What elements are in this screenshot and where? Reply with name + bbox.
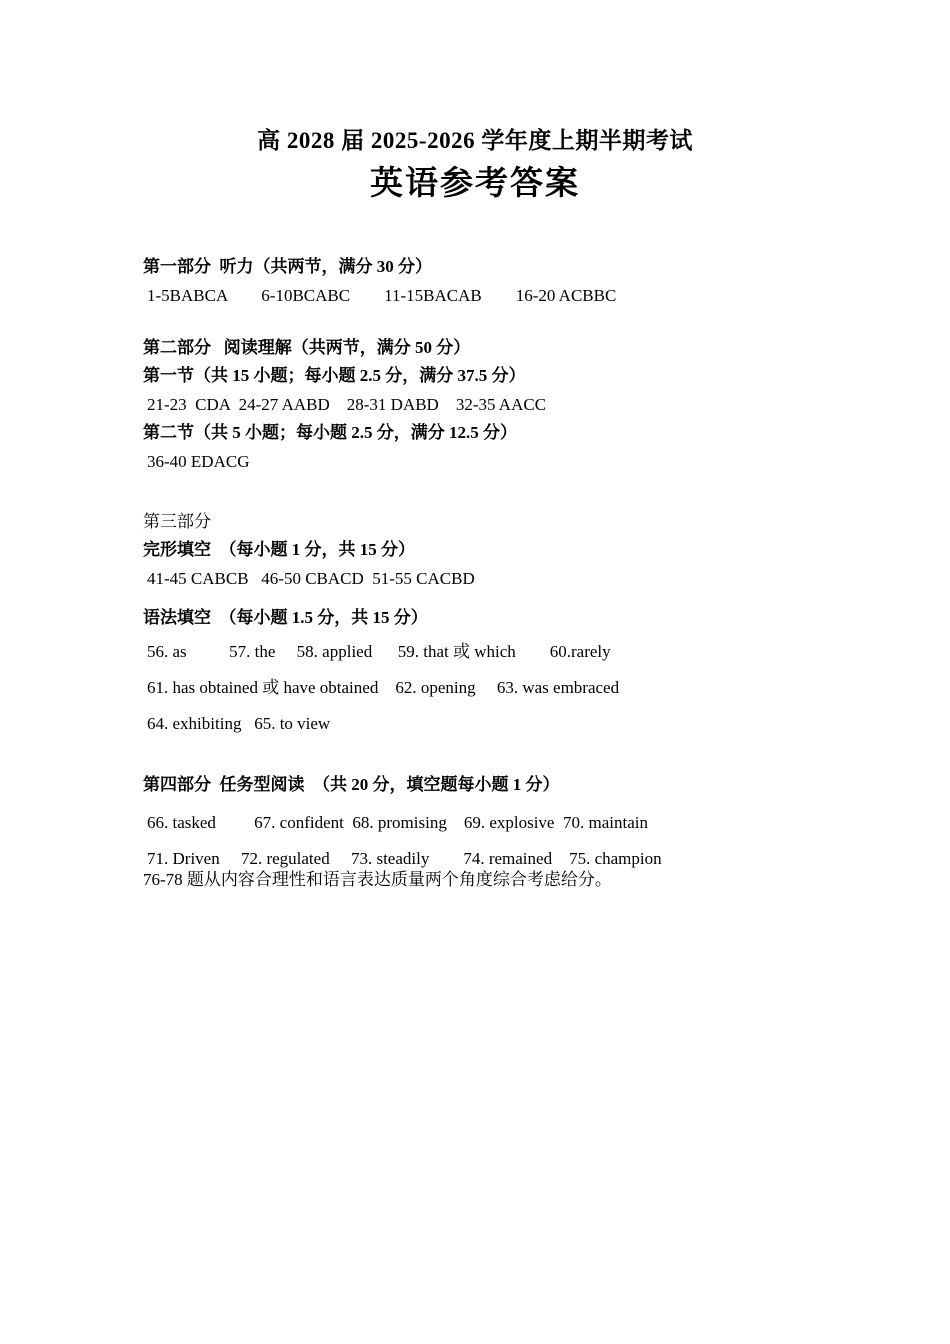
answer-key-title: 英语参考答案 xyxy=(370,166,580,202)
answer-key-title-container xyxy=(0,163,950,205)
part4-scoring-note xyxy=(143,866,843,894)
exam-title-container xyxy=(0,126,950,156)
part2-section xyxy=(143,334,843,476)
part2-subsection1-heading: 第一节（共 15 小题；每小题 2.5 分，满分 37.5 分） xyxy=(143,366,526,385)
part3-grammar-answers-line2: 61. has obtained 或 have obtained 62. opening 63. was embraced xyxy=(147,678,620,697)
part1-heading: 第一部分 听力（共两节，满分 30 分） xyxy=(143,257,432,276)
part3-heading: 第三部分 xyxy=(143,512,211,531)
part1-answers: 1-5BABCA 6-10BCABC 11-15BACAB 16-20 ACBBC xyxy=(147,286,617,305)
part4-section xyxy=(143,771,843,799)
part2-subsection2-answers: 36-40 EDACG xyxy=(147,452,250,471)
part3-cloze-answers: 41-45 CABCB 46-50 CBACD 51-55 CACBD xyxy=(147,569,475,588)
part3-grammar-answers-line3: 64. exhibiting 65. to view xyxy=(147,714,331,733)
question-77-answer xyxy=(144,1038,824,1074)
part1-section xyxy=(143,253,843,310)
exam-title: 高 2028 届 2025-2026 学年度上期半期考试 xyxy=(257,128,693,153)
part3-grammar-subsection xyxy=(143,604,843,632)
part4-answers-line2: 71. Driven 72. regulated 73. steadily 74. remained 75. champion xyxy=(147,849,662,868)
part3-grammar-answers-line1: 56. as 57. the 58. applied 59. that 或 which 60.rarely xyxy=(147,642,611,661)
part4-answers-line1: 66. tasked 67. confident 68. promising 69. explosive 70. maintain xyxy=(147,813,648,832)
part4-heading: 第四部分 任务型阅读 （共 20 分，填空题每小题 1 分） xyxy=(143,775,560,794)
scoring-note-text: 76-78 题从内容合理性和语言表达质量两个角度综合考虑给分。 xyxy=(143,870,612,889)
part2-heading: 第二部分 阅读理解（共两节，满分 50 分） xyxy=(143,338,471,357)
part3-section xyxy=(143,508,843,593)
part3-cloze-heading: 完形填空 （每小题 1 分，共 15 分） xyxy=(143,540,415,559)
question-77-line2 xyxy=(144,1038,824,1074)
part2-subsection2-heading: 第二节（共 5 小题；每小题 2.5 分，满分 12.5 分） xyxy=(143,423,517,442)
part3-grammar-heading: 语法填空 （每小题 1.5 分，共 15 分） xyxy=(143,608,428,627)
part2-subsection1-answers: 21-23 CDA 24-27 AABD 28-31 DABD 32-35 AACC xyxy=(147,395,547,414)
part3-grammar-answers xyxy=(143,634,843,742)
